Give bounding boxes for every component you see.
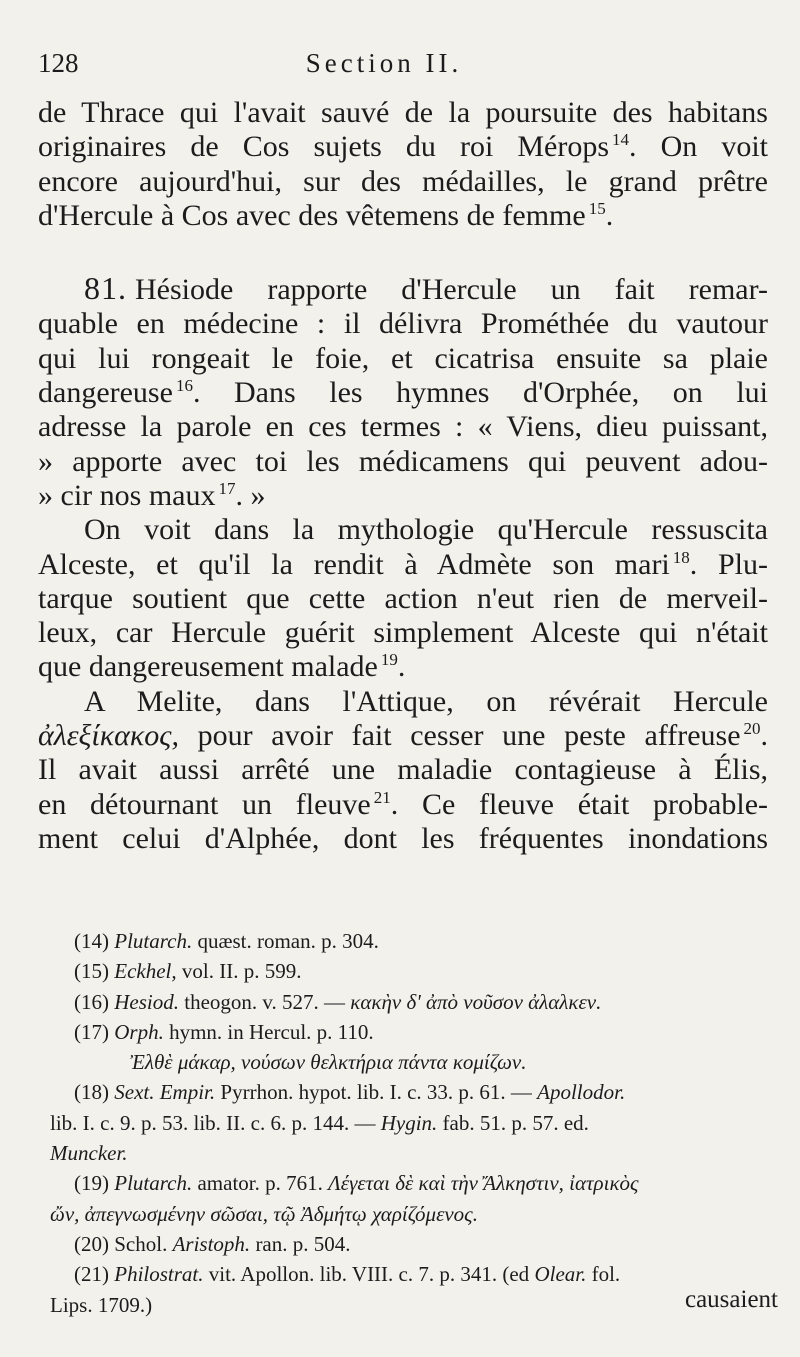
text-line: originaires de Cos sujets du roi Mérops $^{14}$. On voit: [38, 130, 769, 164]
footnotes: [50, 926, 780, 1320]
footnote-ref: 21: [373, 787, 391, 807]
footnote-18-cont: lib. I. c. 9. p. 53. lib. II. c. 6. p. 144. — Hygin. fab. 51. p. 57. ed.: [50, 1110, 589, 1135]
footnote-16: (16) Hesiod. theogon. v. 527. — κακὴν δ' ἀπὸ νοῦσον ἀλαλκεν.: [74, 989, 602, 1014]
footnote-15: (15) Eckhel, vol. II. p. 599.: [74, 959, 302, 984]
text-line: adresse la parole en ces termes : « Viens, dieu puissant,: [38, 410, 768, 444]
footnote-ref: 18: [672, 547, 690, 567]
greek-epithet: ἀλεξίκακος,: [38, 719, 179, 753]
footnote-20: (20) Schol. Aristoph. ran. p. 504.: [74, 1231, 351, 1256]
paragraph-81-start: 81. Hésiode rapporte d'Hercule un fait remar-: [84, 270, 768, 307]
footnote-14: (14) Plutarch. quæst. roman. p. 304.: [74, 929, 379, 953]
footnote-ref: 16: [175, 376, 193, 396]
text-line: dangereuse $^{16}$. Dans les hymnes d'Orphée, on lui: [38, 376, 769, 410]
footnote-18: (18) Sext. Empir. Pyrrhon. hypot. lib. I. c. 33. p. 61. — Apollodor.: [74, 1080, 626, 1105]
section-number: 81.: [84, 270, 127, 307]
text-line: d'Hercule à Cos avec des vêtemens de femme $^{15}$.: [38, 198, 614, 232]
text-line: leux, car Hercule guérit simplement Alceste qui n'était: [38, 616, 768, 650]
footnote-18-cont2: Muncker.: [50, 1141, 128, 1166]
text-line: Il avait aussi arrêté une maladie contagieuse à Élis,: [38, 753, 768, 787]
footnote-ref: 20: [743, 719, 761, 739]
running-title: Section II.: [305, 48, 463, 78]
page-header: [38, 48, 770, 88]
page-number: 128: [38, 48, 79, 78]
text-line: On voit dans la mythologie qu'Hercule ressuscita: [84, 513, 768, 547]
text-line: A Melite, dans l'Attique, on révérait Hercule: [84, 684, 768, 718]
text-line: en détournant un fleuve $^{21}$. Ce fleuve était probable-: [38, 787, 769, 821]
catchword: causaient: [684, 1286, 778, 1313]
footnote-ref: 17: [218, 478, 236, 498]
text-line: » apporte avec toi les médicamens qui peuvent adou-: [38, 444, 768, 478]
text-line: que dangereusement malade $^{19}$.: [38, 650, 406, 684]
text-line: ment celui d'Alphée, dont les fréquentes inondations: [38, 821, 768, 855]
footnote-17-greek: Ἐλθὲ μάκαρ, νούσων θελκτήρια πάντα κομίζων.: [130, 1050, 527, 1075]
footnote-ref: 19: [380, 650, 398, 670]
text-line: tarque soutient que cette action n'eut rien de merveil-: [38, 581, 768, 615]
text-line: Alceste, et qu'il la rendit à Admète son mari $^{18}$. Plu-: [38, 547, 768, 581]
footnote-21-cont: Lips. 1709.): [50, 1292, 153, 1317]
footnote-17: (17) Orph. hymn. in Hercul. p. 110.: [74, 1019, 374, 1044]
text-line: encore aujourd'hui, sur des médailles, le grand prêtre: [38, 164, 768, 198]
text-line: qui lui rongeait le foie, et cicatrisa ensuite sa plaie: [38, 341, 768, 375]
main-text: [38, 96, 768, 856]
text-line: ἀλεξίκακος, pour avoir fait cesser une peste affreuse $^{20}$.: [38, 719, 769, 753]
text-line: quable en médecine : il délivra Prométhée du vautour: [38, 307, 768, 341]
text-line: » cir nos maux $^{17}$. »: [38, 478, 266, 512]
footnote-ref: 15: [588, 198, 606, 218]
footnote-19-cont: ὤν, ἀπεγνωσμένην σῶσαι, τῷ Ἀδμήτῳ χαρίζόμενος.: [50, 1201, 478, 1226]
text-line: de Thrace qui l'avait sauvé de la poursuite des habitans: [38, 96, 768, 129]
footnote-21: (21) Philostrat. vit. Apollon. lib. VIII. c. 7. p. 341. (ed Olear. fol.: [74, 1262, 621, 1287]
footnote-19: (19) Plutarch. amator. p. 761. Λέγεται δὲ καὶ τὴν Ἄλκηστιν, ἰατρικὸς: [74, 1171, 639, 1196]
footnote-ref: 14: [612, 130, 630, 150]
